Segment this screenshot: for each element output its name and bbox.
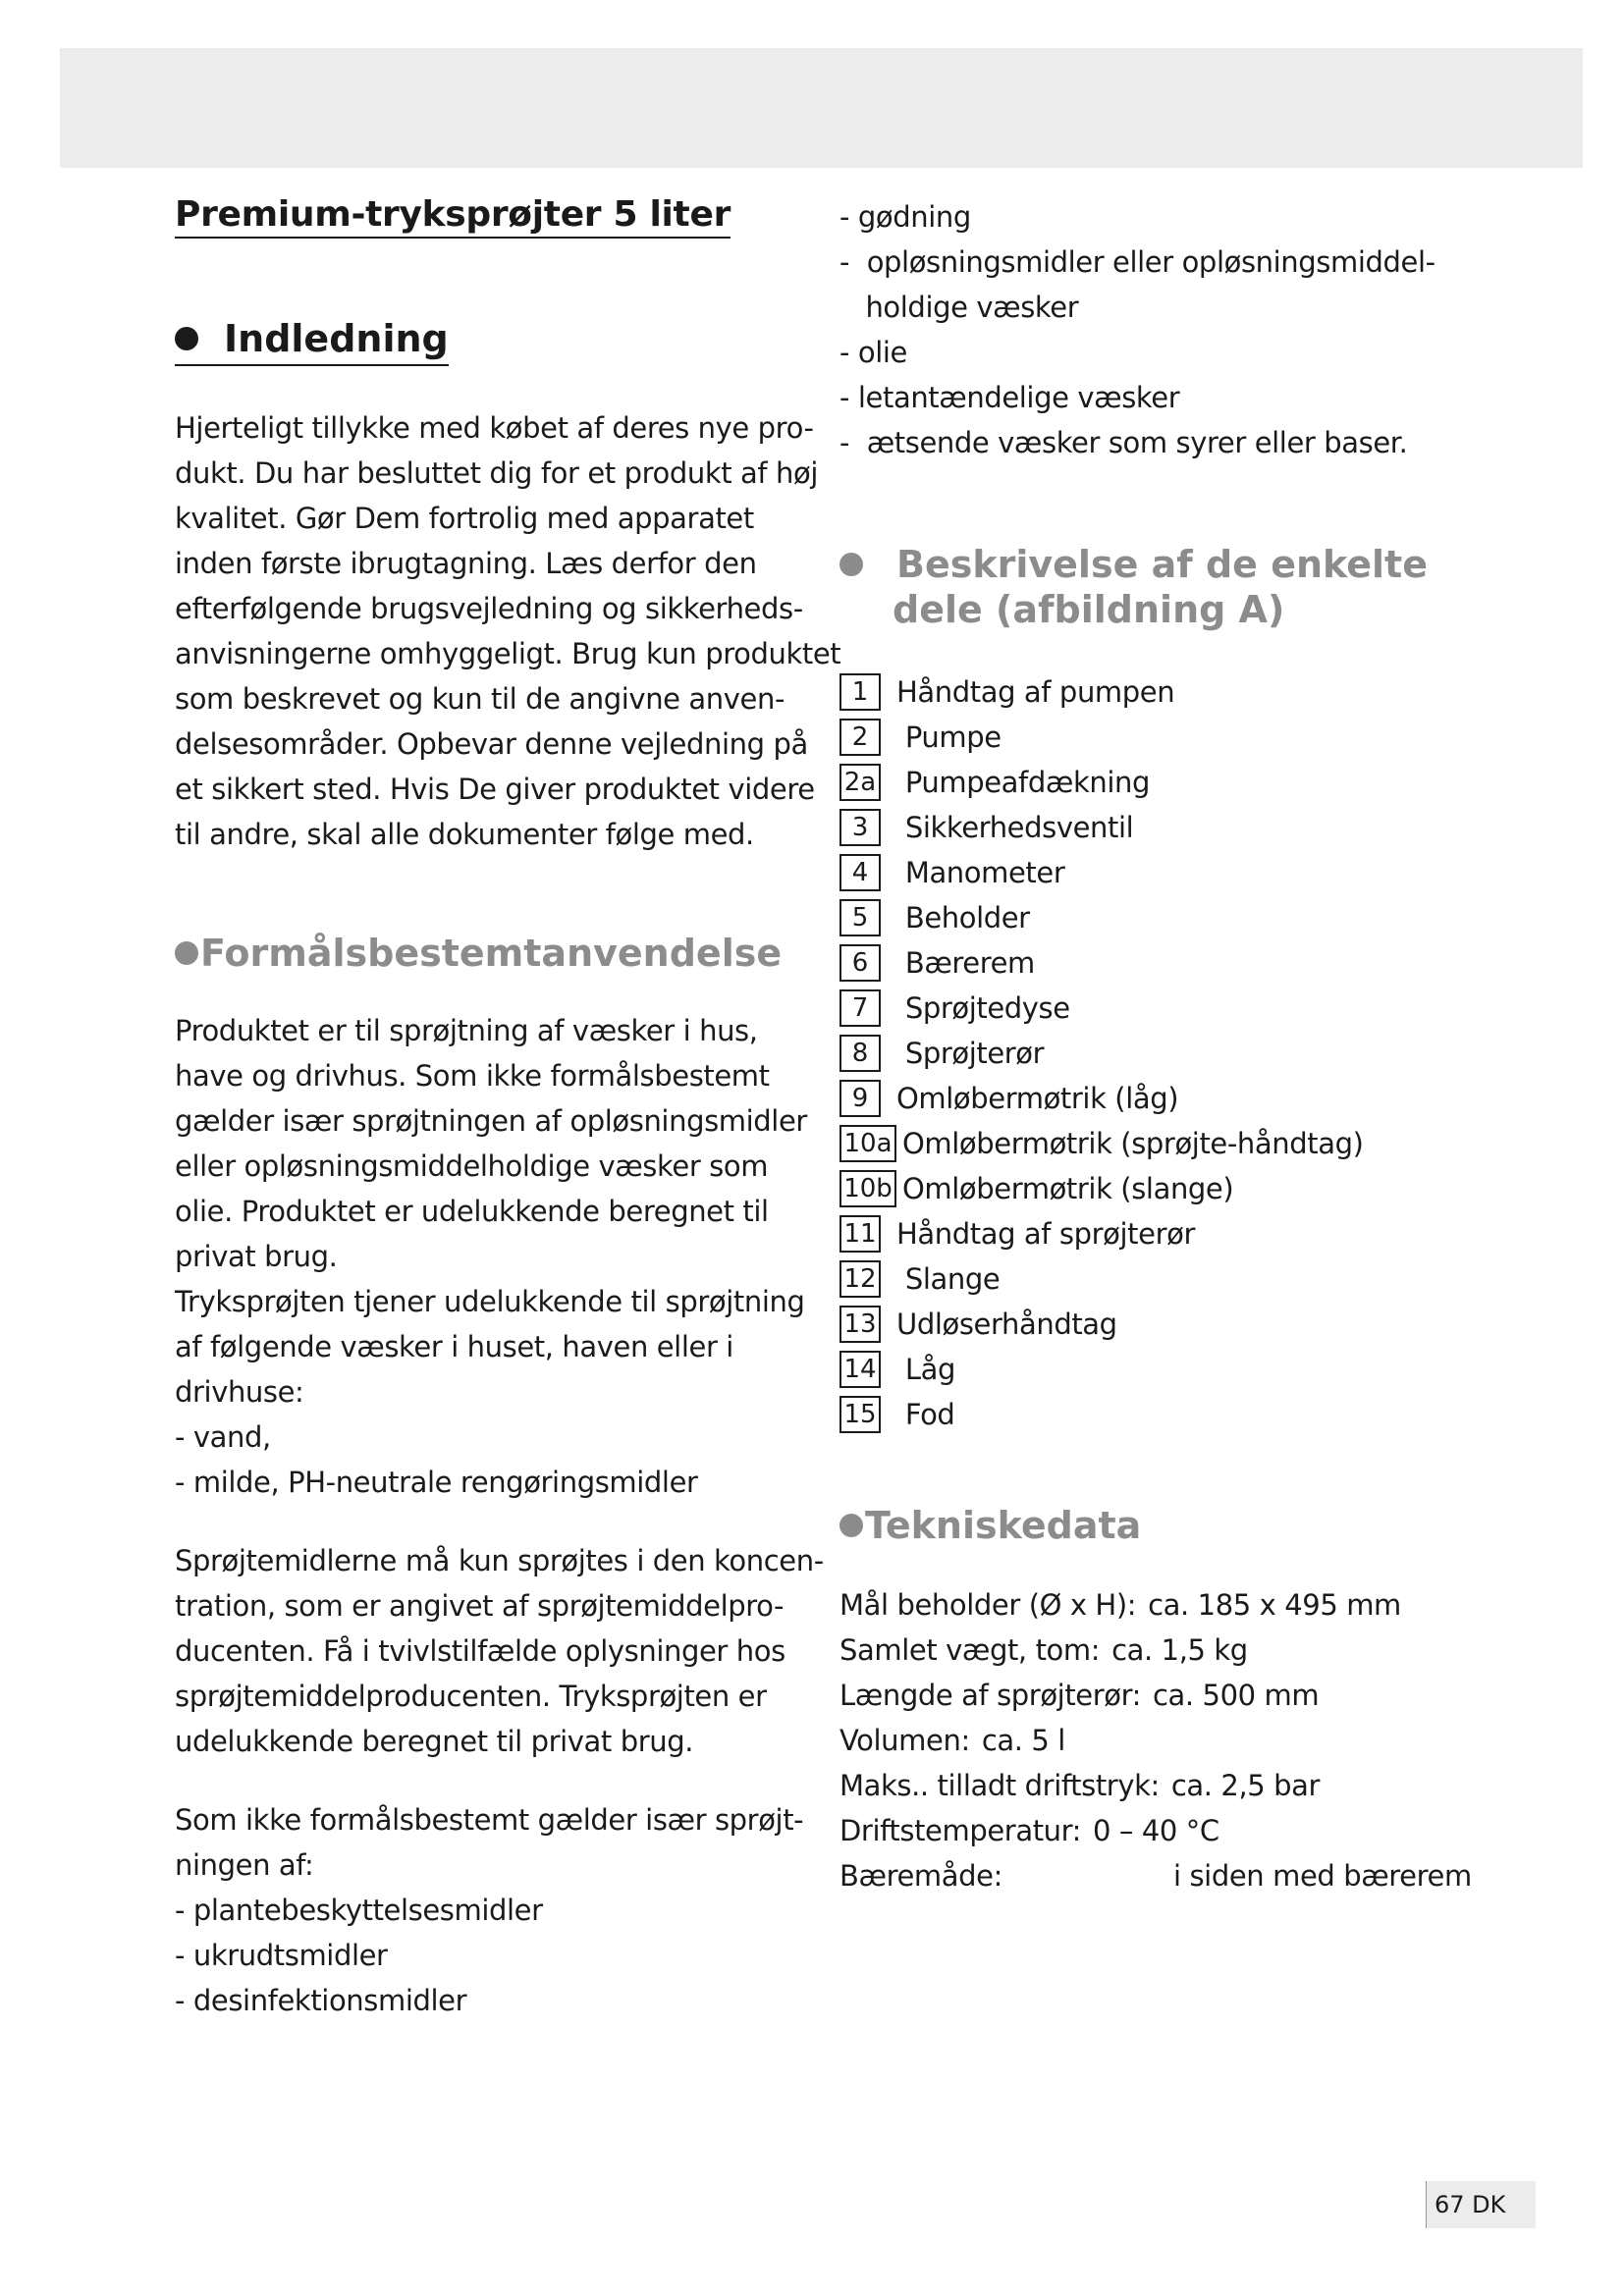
- text-line: delsesområder. Opbevar denne vejledning på: [175, 727, 808, 761]
- intro-text: [175, 405, 841, 857]
- part-number: 3: [839, 809, 881, 846]
- tech-row: [839, 1853, 1488, 1898]
- part-number: 10b: [839, 1170, 896, 1207]
- part-number: 5: [839, 899, 881, 936]
- part-number: 10a: [839, 1125, 896, 1162]
- part-number: 14: [839, 1351, 881, 1388]
- tech-label: Længde af sprøjterør:: [839, 1679, 1141, 1712]
- part-label: Pumpeafdækning: [896, 766, 1150, 799]
- tech-value: i siden med bærerem: [1173, 1859, 1472, 1893]
- tech-label: Maks.. tilladt driftstryk:: [839, 1769, 1160, 1802]
- text-line: - gødning: [839, 200, 971, 234]
- parts-heading-line: Beskrivelse af de enkelte: [896, 543, 1428, 586]
- parts-item: [839, 1256, 1488, 1302]
- part-label: Bærerem: [896, 946, 1035, 980]
- purpose-heading-text: Formålsbestemtanvendelse: [200, 932, 783, 975]
- concentration-text: [175, 1538, 824, 1764]
- tech-value: ca. 185 x 495 mm: [1148, 1588, 1401, 1622]
- page-title: Premium-tryksprøjter 5 liter: [175, 194, 731, 239]
- parts-item: [839, 760, 1488, 805]
- parts-heading-line: dele (afbildning A): [893, 588, 1285, 631]
- intro-heading: [175, 317, 449, 366]
- part-number: 6: [839, 944, 881, 982]
- bullet-icon: [175, 941, 198, 965]
- part-label: Håndtag af sprøjterør: [896, 1217, 1195, 1251]
- tech-value: ca. 5 l: [981, 1724, 1065, 1757]
- text-line: have og drivhus. Som ikke formålsbestemt: [175, 1059, 770, 1093]
- text-line: Tryksprøjten tjener udelukkende til sprøjtning: [175, 1285, 805, 1318]
- left-column: [175, 194, 841, 2023]
- part-number: 4: [839, 854, 881, 891]
- purpose-heading: [175, 932, 803, 975]
- part-number: 8: [839, 1035, 881, 1072]
- tech-label: Mål beholder (Ø x H):: [839, 1588, 1137, 1622]
- text-line: Som ikke formålsbestemt gælder især sprøjt-: [175, 1803, 804, 1837]
- text-line: privat brug.: [175, 1240, 338, 1273]
- text-line: dukt. Du har besluttet dig for et produkt af høj: [175, 456, 818, 490]
- parts-item: [839, 1166, 1488, 1211]
- text-line: udelukkende beregnet til privat brug.: [175, 1725, 694, 1758]
- tech-row: [839, 1628, 1488, 1673]
- tech-heading-text: Tekniskedata: [865, 1504, 1142, 1547]
- parts-list: [839, 669, 1488, 1437]
- parts-item: [839, 895, 1488, 940]
- text-line: olie. Produktet er udelukkende beregnet til: [175, 1195, 769, 1228]
- text-line: sprøjtemiddelproducenten. Tryksprøjten er: [175, 1680, 767, 1713]
- text-line: kvalitet. Gør Dem fortrolig med apparatet: [175, 502, 754, 535]
- tech-label: Driftstemperatur:: [839, 1814, 1082, 1847]
- part-number: 9: [839, 1080, 881, 1117]
- part-label: Låg: [896, 1353, 955, 1386]
- header-band: [60, 48, 1583, 168]
- parts-heading-text: [893, 542, 1428, 632]
- part-label: Omløbermøtrik (sprøjte-håndtag): [902, 1127, 1364, 1160]
- part-number: 12: [839, 1260, 881, 1298]
- text-line: som beskrevet og kun til de angivne anven-: [175, 682, 785, 716]
- right-column: [839, 194, 1488, 1898]
- parts-item: [839, 1211, 1488, 1256]
- part-label: Omløbermøtrik (låg): [896, 1082, 1179, 1115]
- part-label: Slange: [896, 1262, 1001, 1296]
- text-line: anvisningerne omhyggeligt. Brug kun produktet: [175, 637, 841, 670]
- tech-row: [839, 1763, 1488, 1808]
- parts-item: [839, 1302, 1488, 1347]
- parts-item: [839, 715, 1488, 760]
- text-line: ningen af:: [175, 1848, 314, 1882]
- parts-item: [839, 1031, 1488, 1076]
- text-line: drivhuse:: [175, 1375, 304, 1409]
- text-line: Hjerteligt tillykke med købet af deres nye pro-: [175, 411, 814, 445]
- parts-item: [839, 850, 1488, 895]
- parts-heading: [839, 542, 1488, 632]
- purpose-text: [175, 1008, 807, 1505]
- intro-heading-text: Indledning: [224, 317, 449, 360]
- tech-list: [839, 1582, 1488, 1898]
- text-line: af følgende væsker i huset, haven eller i: [175, 1330, 733, 1363]
- text-line: tration, som er angivet af sprøjtemiddelpro-: [175, 1589, 785, 1623]
- text-line: - ukrudtsmidler: [175, 1939, 388, 1972]
- text-line: holdige væsker: [839, 291, 1079, 324]
- text-line: til andre, skal alle dokumenter følge med.: [175, 818, 754, 851]
- part-label: Sprøjterør: [896, 1037, 1045, 1070]
- parts-item: [839, 669, 1488, 715]
- part-label: Beholder: [896, 901, 1030, 934]
- parts-item: [839, 986, 1488, 1031]
- part-label: Pumpe: [896, 721, 1001, 754]
- text-line: inden første ibrugtagning. Læs derfor den: [175, 547, 757, 580]
- tech-label: Bæremåde:: [839, 1859, 1002, 1893]
- text-line: - olie: [839, 336, 907, 369]
- parts-item: [839, 1121, 1488, 1166]
- part-label: Udløserhåndtag: [896, 1308, 1117, 1341]
- tech-value: 0 – 40 °C: [1093, 1814, 1219, 1847]
- bullet-icon: [839, 1514, 863, 1537]
- parts-item: [839, 1347, 1488, 1392]
- page-number: 67 DK: [1435, 2191, 1506, 2218]
- footer-rule: [1426, 2181, 1427, 2228]
- parts-item: [839, 940, 1488, 986]
- parts-item: [839, 1392, 1488, 1437]
- text-line: Sprøjtemidlerne må kun sprøjtes i den koncen-: [175, 1544, 824, 1577]
- bullet-icon: [839, 553, 863, 576]
- tech-row: [839, 1718, 1488, 1763]
- tech-label: Volumen:: [839, 1724, 970, 1757]
- parts-item: [839, 1076, 1488, 1121]
- tech-value: ca. 500 mm: [1153, 1679, 1320, 1712]
- part-number: 13: [839, 1306, 881, 1343]
- part-label: Fod: [896, 1398, 955, 1431]
- improper-use-continued: [839, 194, 1488, 465]
- text-line: - letantændelige væsker: [839, 381, 1180, 414]
- text-line: gælder især sprøjtningen af opløsningsmidler: [175, 1104, 807, 1138]
- text-line: Produktet er til sprøjtning af væsker i hus,: [175, 1014, 758, 1047]
- text-line: eller opløsningsmiddelholdige væsker som: [175, 1149, 769, 1183]
- tech-heading: [839, 1504, 1488, 1547]
- part-label: Omløbermøtrik (slange): [902, 1172, 1234, 1205]
- part-number: 15: [839, 1396, 881, 1433]
- part-number: 2: [839, 719, 881, 756]
- tech-label: Samlet vægt, tom:: [839, 1633, 1101, 1667]
- text-line: - opløsningsmidler eller opløsningsmiddel-: [839, 245, 1435, 279]
- part-label: Håndtag af pumpen: [896, 675, 1175, 709]
- text-line: - milde, PH-neutrale rengøringsmidler: [175, 1466, 698, 1499]
- bullet-icon: [175, 327, 198, 350]
- part-label: Manometer: [896, 856, 1065, 889]
- part-number: 1: [839, 673, 881, 711]
- part-number: 11: [839, 1215, 881, 1253]
- text-line: efterfølgende brugsvejledning og sikkerheds-: [175, 592, 803, 625]
- text-line: - plantebeskyttelsesmidler: [175, 1894, 543, 1927]
- text-line: - vand,: [175, 1420, 271, 1454]
- part-number: 7: [839, 989, 881, 1027]
- tech-value: ca. 2,5 bar: [1170, 1769, 1321, 1802]
- tech-row: [839, 1582, 1488, 1628]
- tech-row: [839, 1673, 1488, 1718]
- parts-item: [839, 805, 1488, 850]
- tech-value: ca. 1,5 kg: [1111, 1633, 1248, 1667]
- improper-use-text: [175, 1797, 803, 2023]
- text-line: ducenten. Få i tvivlstilfælde oplysninger hos: [175, 1634, 785, 1668]
- part-number: 2a: [839, 764, 881, 801]
- part-label: Sprøjtedyse: [896, 991, 1070, 1025]
- text-line: et sikkert sted. Hvis De giver produktet videre: [175, 773, 815, 806]
- tech-row: [839, 1808, 1488, 1853]
- part-label: Sikkerhedsventil: [896, 811, 1134, 844]
- text-line: - desinfektionsmidler: [175, 1984, 467, 2017]
- text-line: - ætsende væsker som syrer eller baser.: [839, 426, 1408, 459]
